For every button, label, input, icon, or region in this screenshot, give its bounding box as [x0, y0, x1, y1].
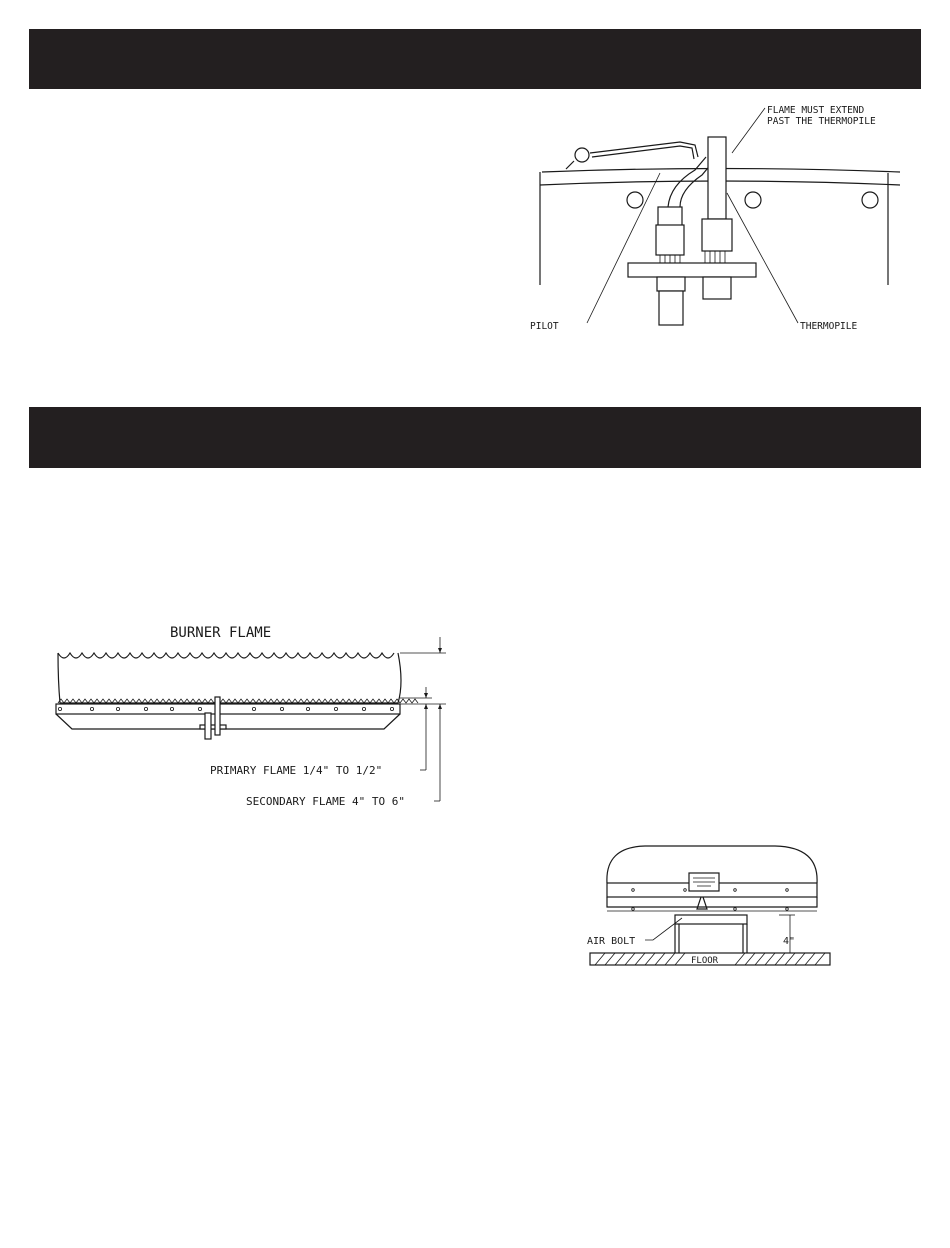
secondary-flame-label: SECONDARY FLAME 4" TO 6"	[246, 795, 405, 808]
flame-callout-line2: PAST THE THERMOPILE	[767, 116, 876, 127]
pilot-thermopile-diagram	[520, 95, 920, 355]
section-header-bar-2	[29, 407, 921, 468]
section-header-bar-1	[29, 29, 921, 89]
thermopile-label: THERMOPILE	[800, 321, 858, 332]
height-4in-label: 4"	[783, 936, 796, 947]
flame-callout-line1: FLAME MUST EXTEND	[767, 105, 865, 116]
air-bolt-label: AIR BOLT	[587, 936, 636, 947]
pilot-label: PILOT	[530, 321, 559, 332]
floor-label: FLOOR	[691, 956, 719, 966]
air-bolt-diagram	[585, 843, 835, 973]
burner-flame-title: BURNER FLAME	[170, 625, 272, 641]
primary-flame-label: PRIMARY FLAME 1/4" TO 1/2"	[210, 764, 383, 777]
burner-flame-diagram	[40, 615, 460, 815]
